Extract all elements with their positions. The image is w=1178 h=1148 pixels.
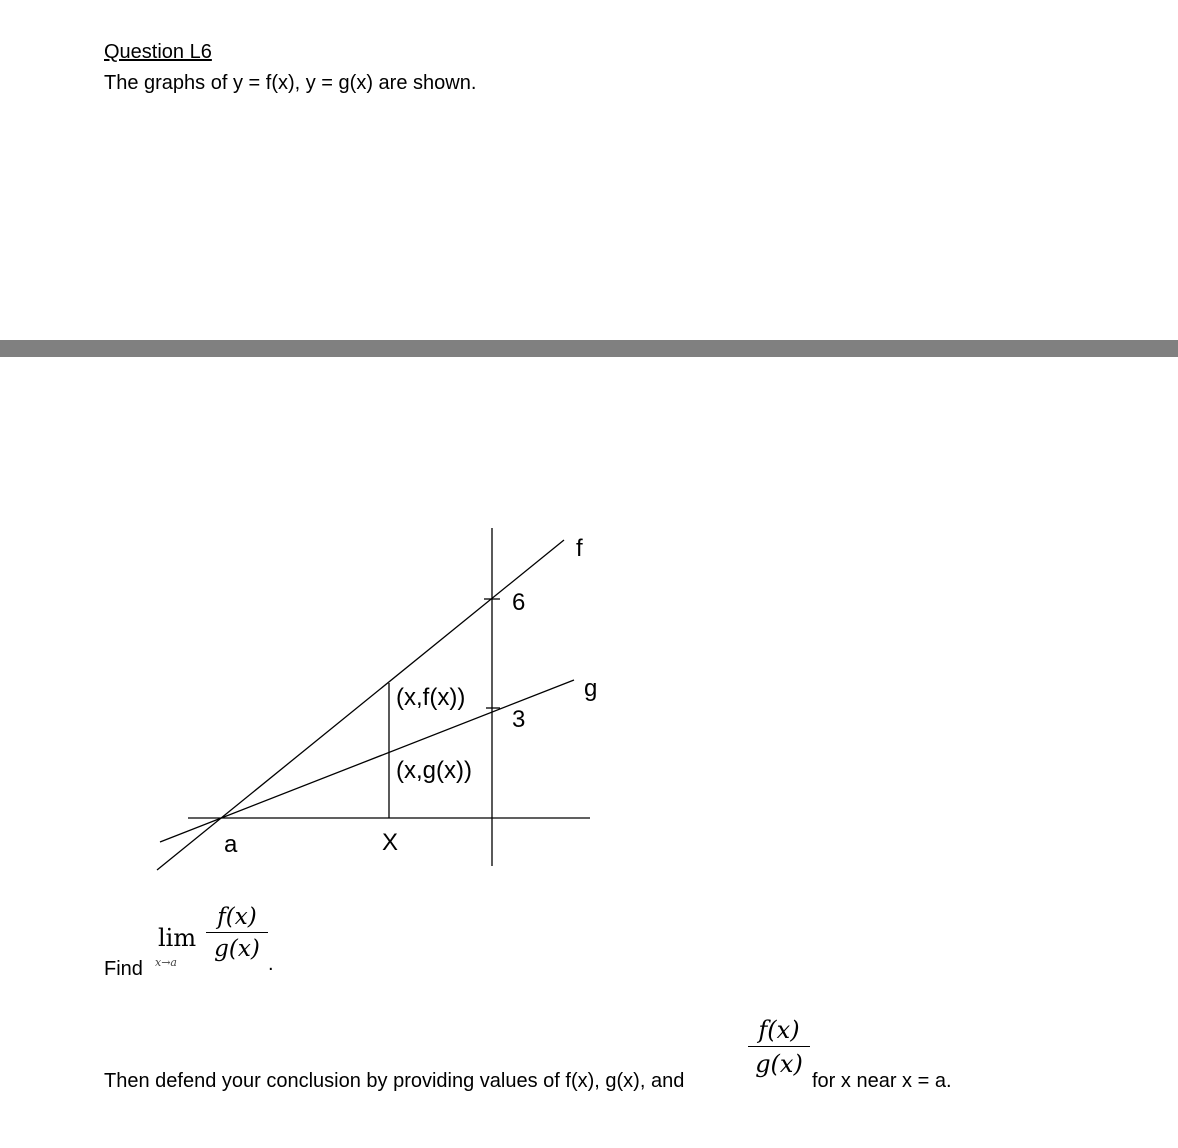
f-line <box>157 540 564 870</box>
point-x-label: X <box>382 829 399 856</box>
question-description: The graphs of y = f(x), y = g(x) are shown. <box>104 72 477 94</box>
find-label: Find <box>104 958 143 980</box>
limit-operator: lim <box>158 924 197 952</box>
g-line-label: g <box>584 675 598 702</box>
find-period: . <box>268 953 274 975</box>
limit-subscript: x→a <box>155 956 177 969</box>
limit-fraction <box>206 904 268 962</box>
tick-3-label: 3 <box>512 706 526 733</box>
limit-denominator: g(x) <box>214 936 260 962</box>
g-point-label: (x,g(x)) <box>396 757 472 784</box>
fraction-bar <box>206 932 268 933</box>
ratio-numerator: f(x) <box>758 1016 800 1044</box>
question-title: Question L6 <box>104 41 212 63</box>
f-point-label: (x,f(x)) <box>396 684 466 711</box>
ratio-fraction <box>748 1016 810 1078</box>
f-line-label: f <box>576 535 583 562</box>
defend-text: Then defend your conclusion by providing values of f(x), g(x), and <box>104 1070 685 1092</box>
limit-numerator: f(x) <box>217 904 257 930</box>
defend-text-end: for x near x = a. <box>812 1070 952 1092</box>
ratio-denominator: g(x) <box>755 1050 803 1078</box>
point-a-label: a <box>224 831 238 858</box>
tick-6-label: 6 <box>512 589 526 616</box>
fraction-bar <box>748 1046 810 1047</box>
